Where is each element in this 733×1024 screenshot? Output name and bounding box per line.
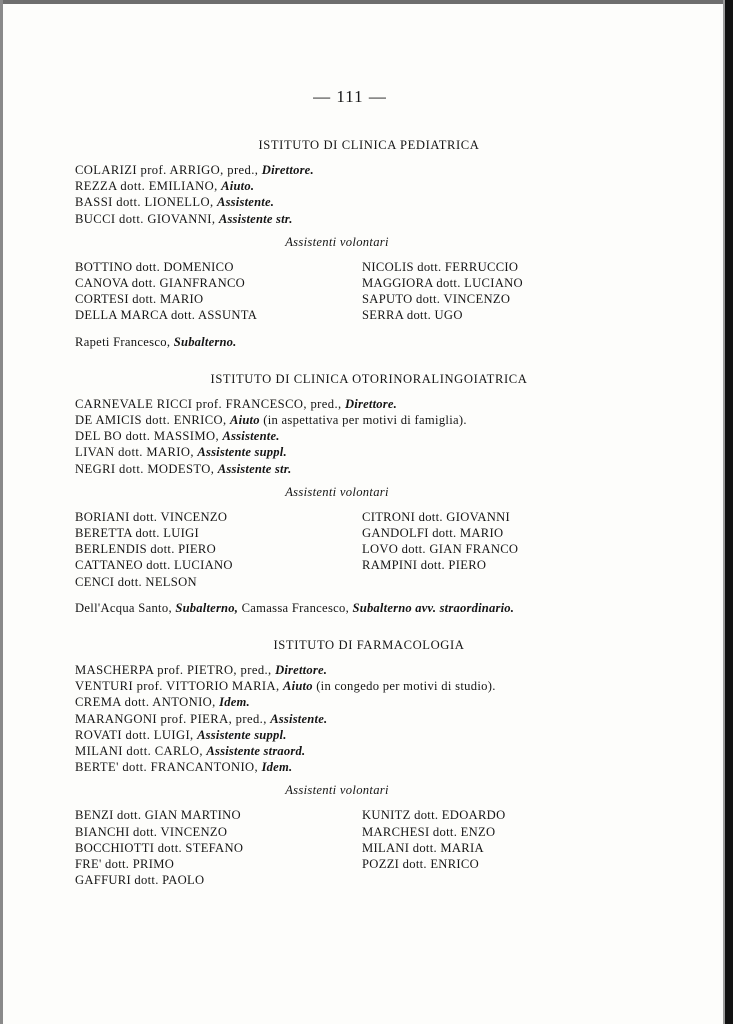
volunteers-column-right — [362, 807, 622, 888]
staff-entry: BASSI dott. LIONELLO, Assistente. — [75, 195, 275, 210]
volunteer-entry: BOTTINO dott. DOMENICO — [75, 259, 234, 274]
volunteers-heading: Assistenti volontari — [285, 484, 389, 499]
section-clinica-otorinolaringoiatrica — [75, 372, 635, 616]
volunteer-entry: RAMPINI dott. PIERO — [362, 558, 487, 573]
section-heading: ISTITUTO DI CLINICA PEDIATRICA — [258, 138, 480, 152]
section-heading: ISTITUTO DI FARMACOLOGIA — [273, 638, 465, 653]
staff-entry: BUCCI dott. GIOVANNI, Assistente str. — [75, 211, 293, 226]
volunteer-entry: BERLENDIS dott. PIERO — [75, 542, 216, 557]
volunteer-entry: SERRA dott. UGO — [362, 308, 463, 323]
volunteer-entry: MAGGIORA dott. LUCIANO — [362, 276, 523, 291]
staff-entry: LIVAN dott. MARIO, Assistente suppl. — [75, 445, 287, 460]
staff-entry: COLARIZI prof. ARRIGO, pred., Direttore. — [75, 163, 314, 177]
staff-entry: ROVATI dott. LUIGI, Assistente suppl. — [75, 727, 287, 742]
scan-edge-right — [725, 0, 733, 1024]
section-heading: ISTITUTO DI CLINICA OTORINORALINGOIATRICA — [210, 371, 528, 386]
volunteers-heading: Assistenti volontari — [285, 783, 389, 798]
volunteers-column-left — [75, 259, 362, 324]
staff-entry: VENTURI prof. VITTORIO MARIA, Aiuto (in congedo per motivi di studio). — [75, 679, 496, 694]
volunteers-heading: Assistenti volontari — [285, 234, 389, 249]
staff-entry: MILANI dott. CARLO, Assistente straord. — [75, 744, 306, 759]
volunteers-list — [75, 807, 635, 888]
volunteer-entry: SAPUTO dott. VINCENZO — [362, 292, 511, 307]
volunteers-list — [75, 259, 635, 324]
volunteer-entry: BERETTA dott. LUIGI — [75, 526, 199, 541]
volunteer-entry: CORTESI dott. MARIO — [75, 292, 204, 307]
volunteer-entry: MILANI dott. MARIA — [362, 840, 484, 855]
volunteer-entry: LOVO dott. GIAN FRANCO — [362, 542, 519, 557]
volunteer-entry: FRE' dott. PRIMO — [75, 857, 175, 872]
volunteer-entry: GAFFURI dott. PAOLO — [75, 873, 205, 888]
section-clinica-pediatrica — [75, 138, 635, 350]
volunteers-column-left — [75, 509, 362, 590]
staff-entry: DEL BO dott. MASSIMO, Assistente. — [75, 429, 280, 444]
staff-entry: MASCHERPA prof. PIETRO, pred., Direttore. — [75, 663, 328, 678]
volunteers-column-right — [362, 259, 622, 324]
volunteer-entry: CENCI dott. NELSON — [75, 574, 197, 589]
volunteer-entry: CATTANEO dott. LUCIANO — [75, 558, 233, 573]
staff-entry: REZZA dott. EMILIANO, Aiuto. — [75, 179, 255, 194]
subalterni-line: Dell'Acqua Santo, Subalterno, Camassa Francesco, Subalterno avv. straordinario. — [75, 600, 515, 615]
page-number: — 111 — — [313, 87, 387, 106]
scan-edge-top — [0, 0, 733, 4]
section-farmacologia — [75, 638, 635, 888]
volunteer-entry: BIANCHI dott. VINCENZO — [75, 824, 228, 839]
volunteers-list — [75, 509, 635, 590]
volunteer-entry: BORIANI dott. VINCENZO — [75, 509, 228, 524]
volunteer-entry: MARCHESI dott. ENZO — [362, 824, 496, 839]
volunteer-entry: CANOVA dott. GIANFRANCO — [75, 276, 246, 291]
staff-entry: BERTE' dott. FRANCANTONIO, Idem. — [75, 760, 293, 775]
volunteer-entry: KUNITZ dott. EDOARDO — [362, 808, 506, 823]
volunteers-column-left — [75, 807, 362, 888]
volunteer-entry: POZZI dott. ENRICO — [362, 857, 479, 872]
staff-entry: MARANGONI prof. PIERA, pred., Assistente. — [75, 711, 328, 726]
staff-entry: DE AMICIS dott. ENRICO, Aiuto (in aspettativa per motivi di famiglia). — [75, 413, 467, 428]
volunteer-entry: DELLA MARCA dott. ASSUNTA — [75, 308, 258, 323]
volunteer-entry: NICOLIS dott. FERRUCCIO — [362, 259, 519, 274]
staff-entry: CARNEVALE RICCI prof. FRANCESCO, pred., Direttore. — [75, 396, 398, 411]
staff-entry: NEGRI dott. MODESTO, Assistente str. — [75, 461, 292, 476]
volunteer-entry: CITRONI dott. GIOVANNI — [362, 509, 511, 524]
staff-entry: CREMA dott. ANTONIO, Idem. — [75, 695, 250, 710]
volunteer-entry: BENZI dott. GIAN MARTINO — [75, 808, 241, 823]
volunteer-entry: BOCCHIOTTI dott. STEFANO — [75, 840, 244, 855]
subalterni-line: Rapeti Francesco, Subalterno. — [75, 334, 237, 349]
volunteers-column-right — [362, 509, 622, 590]
page-content — [75, 138, 635, 889]
volunteer-entry: GANDOLFI dott. MARIO — [362, 526, 504, 541]
scan-edge-left — [0, 0, 3, 1024]
